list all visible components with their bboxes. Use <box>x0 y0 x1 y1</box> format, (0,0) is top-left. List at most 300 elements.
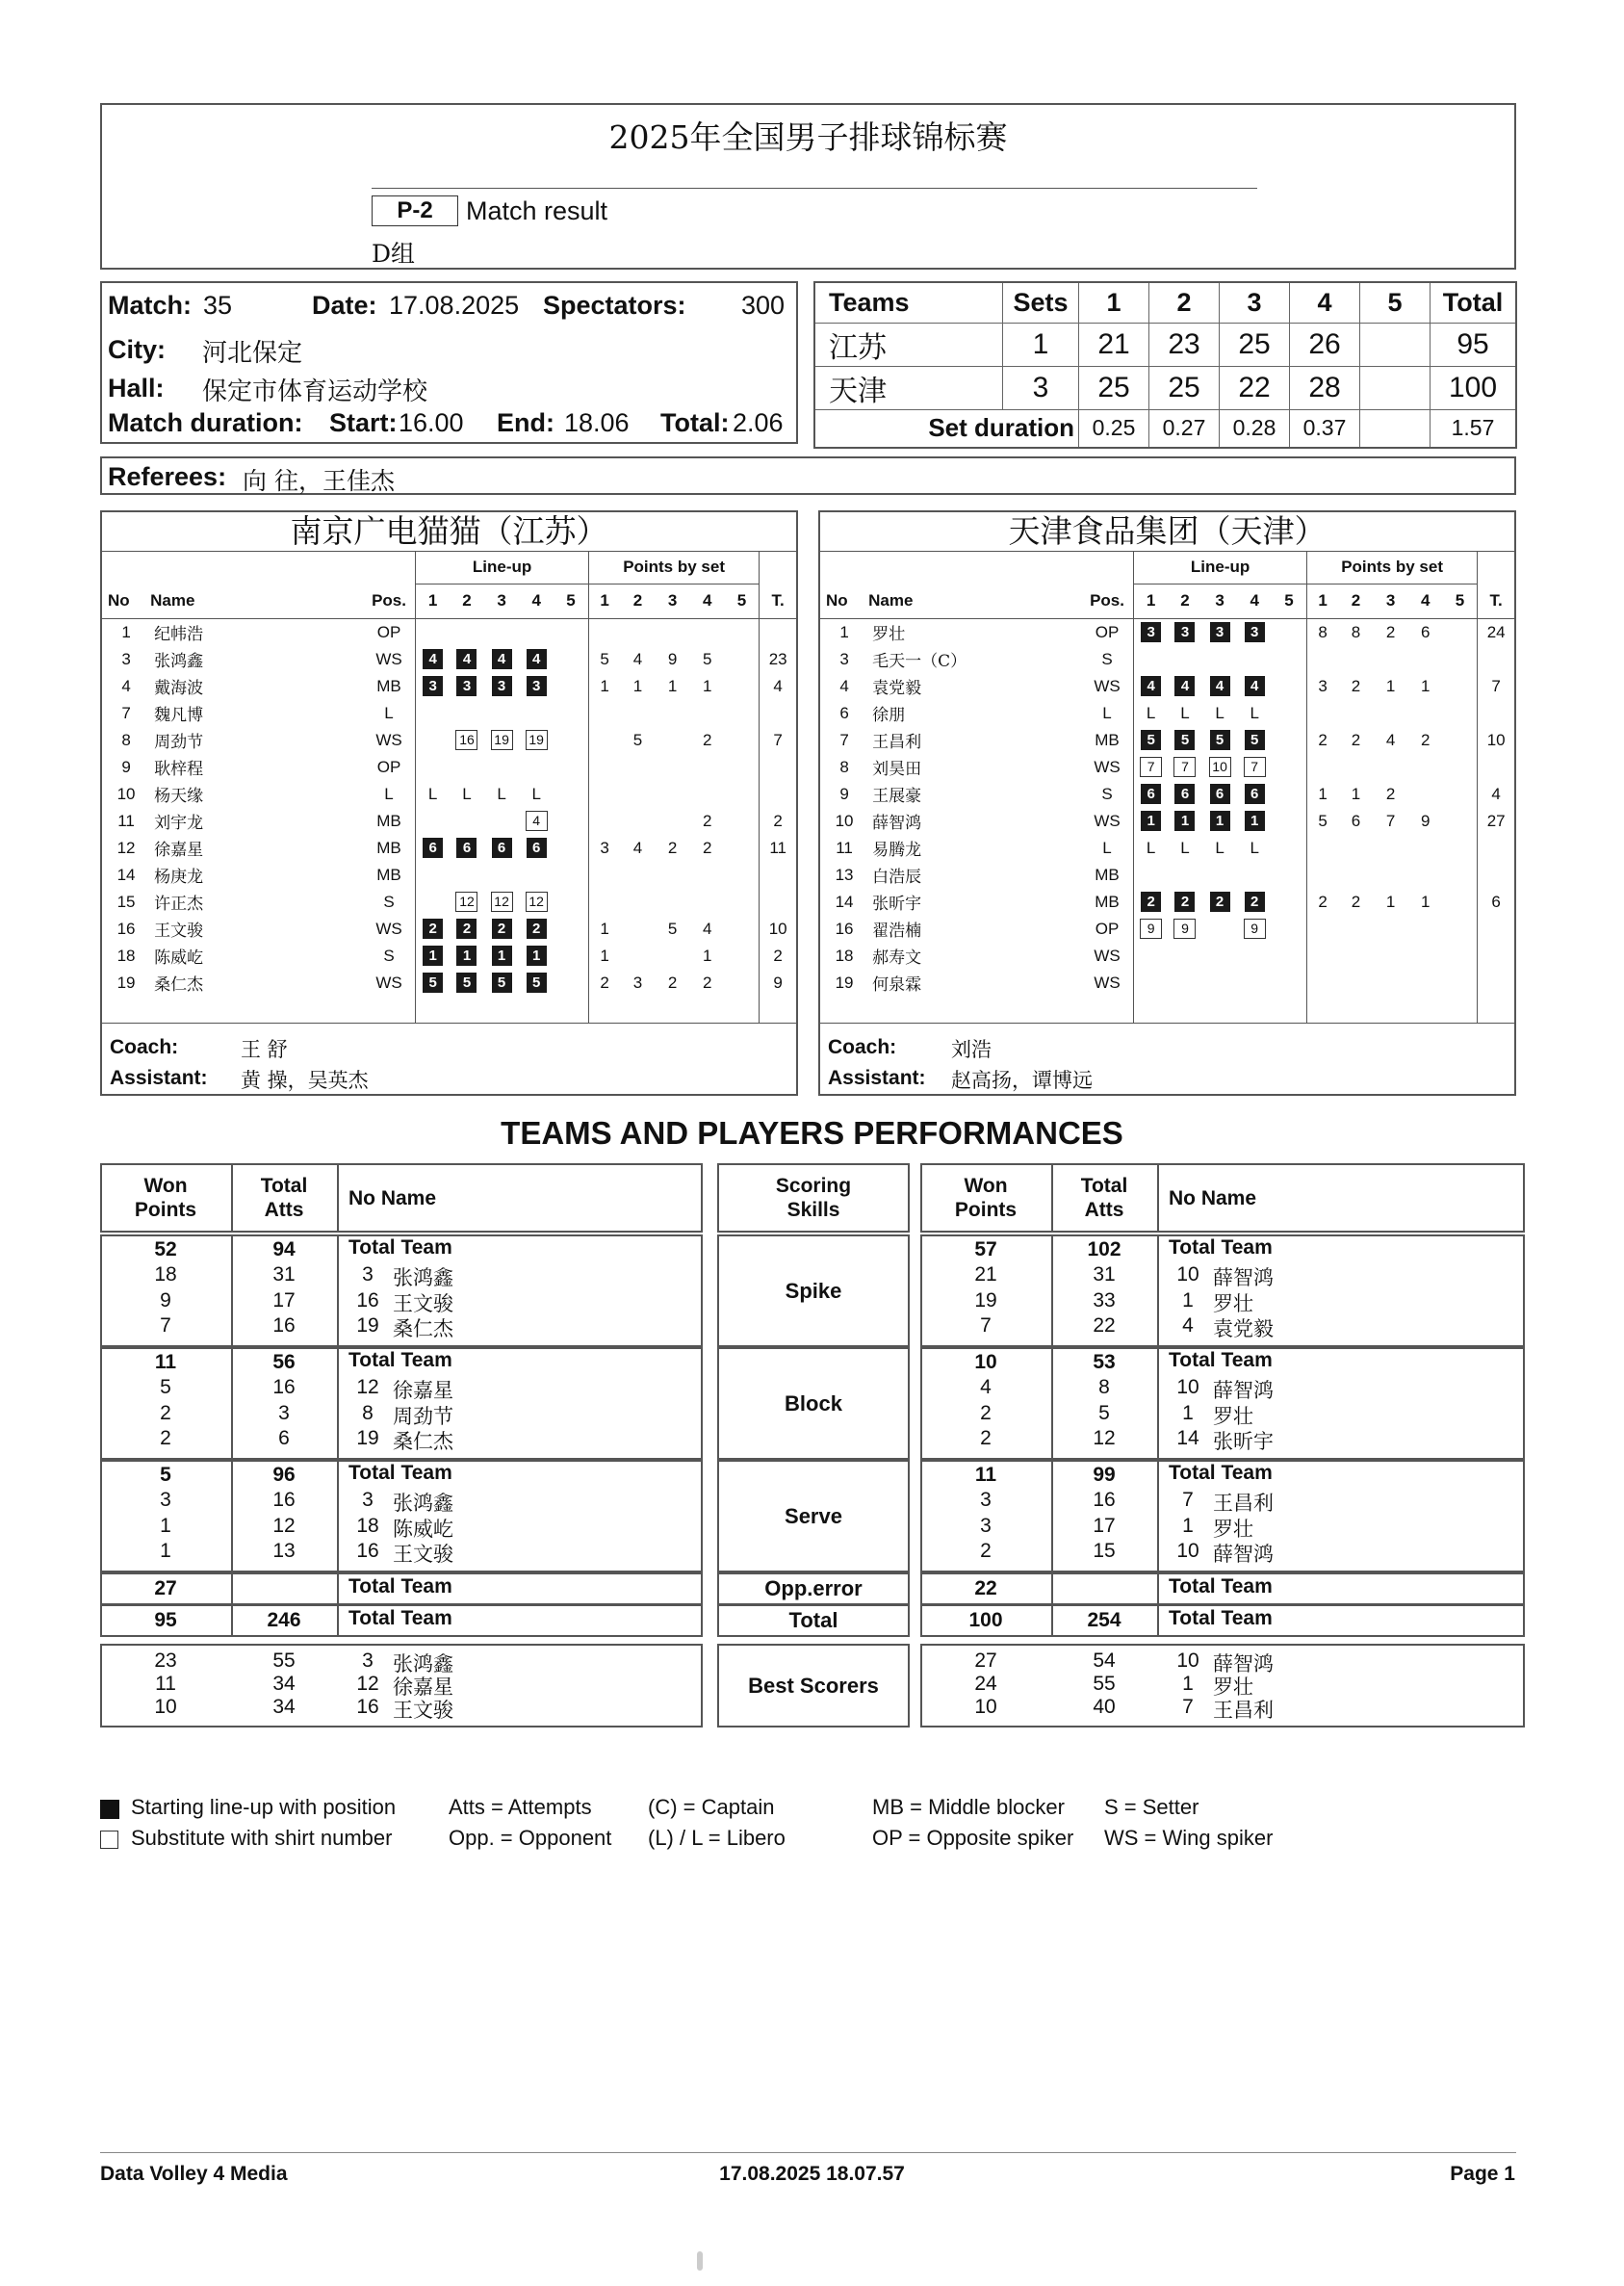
best-scorer-name: 张鸿鑫 <box>393 1652 453 1676</box>
lineup-cell <box>1237 889 1272 916</box>
set-points-cell: 2 <box>1385 784 1396 803</box>
set-points-cell <box>1443 862 1478 889</box>
set-points-cell: 6 <box>1420 622 1431 641</box>
player-number: 14 <box>835 892 854 911</box>
team-b-player-won: 19 <box>974 1288 997 1312</box>
set-points-cell <box>656 700 690 727</box>
team-b-skill-total-atts: 53 <box>1093 1351 1116 1373</box>
lineup-cell <box>1272 700 1306 727</box>
set-points-cell <box>588 781 620 808</box>
set-points-cell <box>656 727 690 754</box>
date-label: Date: <box>312 291 377 320</box>
player-row <box>820 835 1514 862</box>
lineup-cell <box>554 754 588 781</box>
filler-cell <box>760 997 796 1024</box>
header-spacer <box>760 551 796 584</box>
filler-cell <box>690 997 725 1024</box>
set-points-cell: 1 <box>600 676 609 695</box>
best-scorer-name: 徐嘉星 <box>393 1676 453 1699</box>
team-a-player-no: 12 <box>356 1376 379 1398</box>
col-set-4: 4 <box>1290 282 1360 323</box>
team-b-total-won: 100 <box>968 1609 1003 1631</box>
set-points-cell <box>1408 916 1443 943</box>
best-scorer-atts: 55 <box>272 1650 296 1672</box>
player-position: S <box>1081 781 1134 808</box>
lineup-cell <box>450 618 484 646</box>
substitute-number-badge: 10 <box>1209 757 1231 777</box>
lineup-cell <box>519 646 554 673</box>
set-points-cell: 9 <box>667 649 678 668</box>
player-number: 1 <box>121 622 131 641</box>
set-points-cell <box>1443 646 1478 673</box>
set-points-cell <box>1374 835 1408 862</box>
set-points-cell <box>620 754 655 781</box>
player-position: L <box>1081 700 1134 727</box>
set-points-cell <box>1374 970 1408 997</box>
player-name: 罗壮 <box>872 625 906 644</box>
player-name: 戴海波 <box>154 679 204 698</box>
perf-a-won-header: Won Points <box>134 1175 197 1221</box>
lineup-cell <box>416 673 450 700</box>
city-label: City: <box>108 335 166 364</box>
player-total-points <box>760 754 796 781</box>
player-position: MB <box>1081 862 1134 889</box>
set-points-cell <box>690 889 725 916</box>
lineup-cell <box>554 916 588 943</box>
set-points-cell <box>1443 618 1478 646</box>
team-a-player-no: 3 <box>362 1263 374 1286</box>
set-points-cell <box>1408 754 1443 781</box>
player-total-points: 23 <box>768 649 787 668</box>
team-a-s2: 23 <box>1149 323 1220 366</box>
set-points-cell <box>588 700 620 727</box>
skill-opp-error: Opp.error <box>717 1572 910 1605</box>
player-number: 19 <box>116 973 136 992</box>
player-row <box>820 673 1514 700</box>
player-row <box>820 916 1514 943</box>
lineup-cell <box>484 835 519 862</box>
player-total-points <box>1478 943 1514 970</box>
header-spacer <box>820 551 1134 584</box>
player-number: 6 <box>839 703 849 722</box>
set-points-cell <box>656 781 690 808</box>
team-a-player-no: 16 <box>356 1288 379 1312</box>
lineup-cell <box>450 862 484 889</box>
lineup-cell <box>416 808 450 835</box>
substitute-number-badge: 4 <box>526 811 548 831</box>
best-scorer-no: 10 <box>1176 1650 1199 1672</box>
lineup-cell <box>1237 835 1272 862</box>
player-number: 12 <box>116 838 136 857</box>
set-points-cell <box>588 618 620 646</box>
perf-a-noname-header: No Name <box>348 1187 437 1209</box>
libero-mark: L <box>1250 838 1259 857</box>
lineup-cell <box>484 673 519 700</box>
col-points-set-4: 4 <box>690 584 725 618</box>
starting-position-badge: 1 <box>492 946 512 966</box>
set-points-cell <box>1408 646 1443 673</box>
legend-substitute: Substitute with shirt number <box>131 1826 393 1850</box>
team-b-player-name: 罗壮 <box>1213 1404 1253 1428</box>
set-points-cell <box>725 700 760 727</box>
set-points-cell: 1 <box>600 919 609 938</box>
set-points-cell <box>725 808 760 835</box>
filler-cell <box>1202 997 1237 1024</box>
substitute-number-badge: 9 <box>1173 919 1196 939</box>
team-a-player-atts: 17 <box>272 1288 296 1312</box>
starting-position-badge: 2 <box>456 919 477 939</box>
set-points-cell: 2 <box>1385 622 1396 641</box>
set-points-cell: 1 <box>1420 676 1431 695</box>
lineup-cell <box>554 862 588 889</box>
set-points-cell <box>620 916 655 943</box>
player-row <box>102 700 796 727</box>
set-points-cell: 1 <box>1385 892 1396 911</box>
team-b-player-won: 3 <box>980 1514 992 1537</box>
end-label: End: <box>497 408 554 437</box>
player-row <box>102 889 796 916</box>
set-points-cell <box>1338 646 1373 673</box>
player-total-points: 4 <box>773 676 783 695</box>
player-name: 杨天缘 <box>154 787 204 806</box>
page-indicator-bar <box>697 2251 703 2271</box>
player-row <box>102 727 796 754</box>
starting-position-badge: 2 <box>1245 892 1265 912</box>
player-row <box>102 943 796 970</box>
set-points-cell <box>656 943 690 970</box>
set-points-cell <box>1374 916 1408 943</box>
footer-page: Page 1 <box>1450 2163 1515 2185</box>
score-row-a <box>814 323 1516 366</box>
set-points-cell <box>1306 916 1338 943</box>
set-points-cell: 2 <box>702 838 712 857</box>
set-points-cell <box>1338 835 1373 862</box>
set-points-cell: 2 <box>667 973 678 992</box>
lineup-cell <box>416 618 450 646</box>
lineup-cell <box>450 673 484 700</box>
player-total-points <box>1478 970 1514 997</box>
player-position: L <box>363 781 416 808</box>
libero-mark: L <box>1250 703 1259 722</box>
player-name: 何泉霖 <box>872 975 922 995</box>
player-position: OP <box>1081 618 1134 646</box>
set-points-cell: 4 <box>632 838 643 857</box>
lineup-cell <box>1202 835 1237 862</box>
set-points-cell: 7 <box>1385 811 1396 830</box>
set-points-cell: 9 <box>1420 811 1431 830</box>
player-total-points: 4 <box>1491 784 1501 803</box>
player-position: WS <box>363 970 416 997</box>
lineup-cell <box>1237 943 1272 970</box>
set-points-cell <box>1338 754 1373 781</box>
team-b-total: 100 <box>1431 366 1517 409</box>
set-points-cell: 2 <box>1351 730 1361 749</box>
team-a-skill-total-label: Total Team <box>348 1236 452 1259</box>
team-a-player-name: 徐嘉星 <box>393 1379 453 1402</box>
lineup-cell <box>1168 618 1202 646</box>
player-position: MB <box>363 835 416 862</box>
team-a-player-won: 7 <box>160 1314 171 1337</box>
filler-cell <box>1134 997 1168 1024</box>
lineup-cell <box>1168 754 1202 781</box>
team-a-player-name: 桑仁杰 <box>393 1317 453 1340</box>
filler-cell <box>554 997 588 1024</box>
set-duration-2: 0.27 <box>1149 409 1220 448</box>
player-total-points: 11 <box>769 838 786 857</box>
team-a-skill-total-won: 52 <box>154 1238 177 1260</box>
team-b-player-name: 袁党毅 <box>1213 1317 1274 1340</box>
team-a-total-label: Total Team <box>348 1607 452 1629</box>
team-a-player-name: 陈威屹 <box>393 1517 453 1541</box>
team-b-skill-total-atts: 102 <box>1087 1238 1121 1260</box>
legend-atts: Atts = Attempts <box>449 1795 592 1819</box>
skill-spike: Spike <box>717 1234 910 1347</box>
page-title: 2025年全国男子排球锦标赛 <box>608 118 1008 156</box>
set-points-cell: 2 <box>667 838 678 857</box>
team-a-skill-total-atts: 96 <box>272 1464 296 1486</box>
lineup-cell <box>554 943 588 970</box>
lineup-cell <box>1202 727 1237 754</box>
team-a-player-no: 16 <box>356 1540 379 1562</box>
lineup-cell <box>554 673 588 700</box>
set-points-cell <box>1338 970 1373 997</box>
lineup-cell <box>1237 862 1272 889</box>
player-row <box>820 862 1514 889</box>
set-points-cell <box>725 673 760 700</box>
lineup-cell <box>450 835 484 862</box>
team-b-player-name: 王昌利 <box>1213 1492 1274 1515</box>
team-b-player-won: 4 <box>980 1376 992 1398</box>
team-a-roster-grid <box>102 551 796 1024</box>
team-b-player-won: 3 <box>980 1489 992 1511</box>
team-b-player-atts: 16 <box>1093 1489 1116 1511</box>
team-a-player-atts: 16 <box>272 1314 296 1337</box>
lineup-cell <box>1202 970 1237 997</box>
team-b-s4: 28 <box>1290 366 1360 409</box>
player-name: 易腾龙 <box>872 841 922 860</box>
substitute-swatch <box>100 1831 118 1849</box>
player-total-points <box>1478 700 1514 727</box>
team-b-header-row-1 <box>820 551 1514 584</box>
team-b-skill-total-won: 11 <box>974 1464 997 1486</box>
player-total-points <box>760 618 796 646</box>
footer-divider <box>100 2152 1516 2153</box>
starting-position-badge: 4 <box>1210 676 1230 696</box>
set-duration-label: Set duration <box>814 409 1079 448</box>
player-total-points: 7 <box>773 730 783 749</box>
filler-cell <box>1306 997 1338 1024</box>
best-scorer-no: 16 <box>356 1696 379 1718</box>
starting-position-badge: 1 <box>1141 811 1161 831</box>
filler-cell <box>1338 997 1373 1024</box>
legend-s: S = Setter <box>1104 1795 1199 1819</box>
starting-position-badge: 5 <box>1210 730 1230 750</box>
player-name: 魏凡博 <box>154 706 204 725</box>
set-points-cell <box>1338 916 1373 943</box>
col-no: No <box>102 584 150 618</box>
set-points-cell <box>588 889 620 916</box>
team-a-assistant: 黄 操，吴英杰 <box>241 1069 369 1092</box>
team-a-player-name: 王文骏 <box>393 1543 453 1566</box>
team-b-player-atts: 31 <box>1093 1263 1116 1286</box>
lineup-cell <box>1202 646 1237 673</box>
player-number: 7 <box>839 730 849 749</box>
team-a-header-row-2 <box>102 584 796 618</box>
set-points-cell: 2 <box>702 973 712 992</box>
team-b-total-atts: 254 <box>1087 1609 1121 1631</box>
set-points-cell <box>620 943 655 970</box>
player-row <box>820 700 1514 727</box>
set-points-cell: 1 <box>1351 784 1361 803</box>
set-points-cell <box>656 618 690 646</box>
lineup-cell <box>450 889 484 916</box>
libero-mark: L <box>427 784 438 803</box>
footer-left: Data Volley 4 Media <box>100 2163 288 2185</box>
set-points-cell <box>620 889 655 916</box>
best-scorer-points: 24 <box>974 1673 997 1695</box>
team-b-player-won: 21 <box>974 1263 997 1286</box>
set-points-cell: 5 <box>702 649 712 668</box>
player-name: 纪帏浩 <box>154 625 204 644</box>
starting-position-badge: 6 <box>456 838 477 858</box>
set-points-cell: 3 <box>632 973 643 992</box>
team-a-player-atts: 12 <box>272 1514 296 1537</box>
team-b-player-won: 2 <box>980 1427 992 1449</box>
col-lineup-set-5: 5 <box>554 584 588 618</box>
team-a-skill-total-label: Total Team <box>348 1462 452 1484</box>
col-lineup-set-1: 1 <box>416 584 450 618</box>
player-row <box>820 646 1514 673</box>
set-points-cell: 5 <box>667 919 678 938</box>
col-lineup-set-2: 2 <box>450 584 484 618</box>
player-row <box>820 970 1514 997</box>
starting-position-badge: 1 <box>527 946 547 966</box>
player-position: WS <box>1081 970 1134 997</box>
set-points-cell: 5 <box>632 730 643 749</box>
best-scorer-points: 10 <box>154 1696 177 1718</box>
player-number: 16 <box>835 919 854 938</box>
start-time: 16.00 <box>399 408 464 437</box>
column-divider <box>1157 1460 1159 1572</box>
col-set-5: 5 <box>1360 282 1431 323</box>
player-row <box>102 754 796 781</box>
lineup-cell <box>519 889 554 916</box>
player-name: 徐嘉星 <box>154 841 204 860</box>
perf-a-hdiv2 <box>337 1163 339 1233</box>
starting-position-badge: 5 <box>1174 730 1195 750</box>
lineup-cell <box>484 700 519 727</box>
column-divider <box>1157 1572 1159 1605</box>
set-points-cell <box>1408 781 1443 808</box>
col-name: Name <box>868 584 965 618</box>
filler-cell <box>1478 997 1514 1024</box>
best-scorer-points: 11 <box>155 1673 176 1695</box>
team-a-player-won: 1 <box>160 1514 171 1537</box>
lineup-cell <box>554 835 588 862</box>
set-points-cell <box>1443 727 1478 754</box>
start-label: Start: <box>329 408 398 437</box>
best-scorer-no: 1 <box>1182 1673 1194 1695</box>
filler-cell <box>1272 997 1306 1024</box>
player-row <box>820 808 1514 835</box>
team-a-player-atts: 16 <box>272 1376 296 1398</box>
best-scorer-no: 7 <box>1182 1696 1194 1718</box>
set-points-cell: 2 <box>1420 730 1431 749</box>
set-points-cell <box>1374 943 1408 970</box>
team-a-player-name: 桑仁杰 <box>393 1430 453 1453</box>
starting-position-badge: 5 <box>456 973 477 993</box>
substitute-number-badge: 19 <box>491 730 513 750</box>
set-points-cell: 2 <box>1318 730 1328 749</box>
lineup-cell <box>1202 862 1237 889</box>
lineup-cell <box>416 646 450 673</box>
duration-label: Match duration: <box>108 408 303 437</box>
team-a-player-no: 18 <box>356 1514 379 1537</box>
player-position: MB <box>363 808 416 835</box>
team-b-player-atts: 33 <box>1093 1288 1116 1312</box>
player-position: S <box>363 943 416 970</box>
player-total-points: 6 <box>1491 892 1501 911</box>
column-divider <box>337 1604 339 1637</box>
starting-position-badge: 4 <box>492 649 512 669</box>
lineup-cell <box>1134 862 1168 889</box>
spectators-label: Spectators: <box>543 291 686 320</box>
lineup-cell <box>1237 646 1272 673</box>
team-a-skill-total-won: 5 <box>160 1464 171 1486</box>
performances-title: TEAMS AND PLAYERS PERFORMANCES <box>501 1115 1123 1151</box>
set-points-cell <box>725 781 760 808</box>
player-number: 4 <box>121 676 131 695</box>
set-points-cell <box>1408 700 1443 727</box>
team-a-player-won: 5 <box>160 1376 171 1398</box>
libero-mark: L <box>1215 703 1224 722</box>
team-a-sets: 1 <box>1003 323 1079 366</box>
player-name: 王文骏 <box>154 922 204 941</box>
set-points-cell <box>1306 943 1338 970</box>
starting-position-badge: 6 <box>1174 784 1195 804</box>
lineup-cell <box>416 835 450 862</box>
set-points-cell <box>1306 646 1338 673</box>
player-row <box>102 808 796 835</box>
column-divider <box>337 1347 339 1460</box>
set-points-cell <box>725 916 760 943</box>
lineup-cell <box>484 970 519 997</box>
set-points-cell <box>1443 943 1478 970</box>
set-points-cell: 1 <box>1318 784 1328 803</box>
lineup-cell <box>484 943 519 970</box>
lineup-cell <box>1134 781 1168 808</box>
page-indicator[interactable] <box>697 2251 928 2271</box>
legend-ws: WS = Wing spiker <box>1104 1826 1274 1850</box>
lineup-cell <box>1202 889 1237 916</box>
lineup-cell <box>1168 889 1202 916</box>
score-table <box>813 281 1517 449</box>
best-scorer-points: 23 <box>154 1650 177 1672</box>
team-a-player-no: 8 <box>362 1401 374 1424</box>
team-a-skill-total-atts: 56 <box>272 1351 296 1373</box>
team-a-player-won: 1 <box>160 1540 171 1562</box>
team-a-skill-total-won: 11 <box>154 1351 177 1373</box>
player-total-points: 10 <box>1486 730 1506 749</box>
starting-position-badge: 5 <box>492 973 512 993</box>
libero-mark: L <box>531 784 541 803</box>
set-points-cell: 5 <box>1318 811 1328 830</box>
player-name: 薛智鸿 <box>872 814 922 833</box>
lineup-cell <box>1168 970 1202 997</box>
col-lineup-set-1: 1 <box>1134 584 1168 618</box>
column-divider <box>1157 1347 1159 1460</box>
team-b-roster-grid <box>820 551 1514 1024</box>
